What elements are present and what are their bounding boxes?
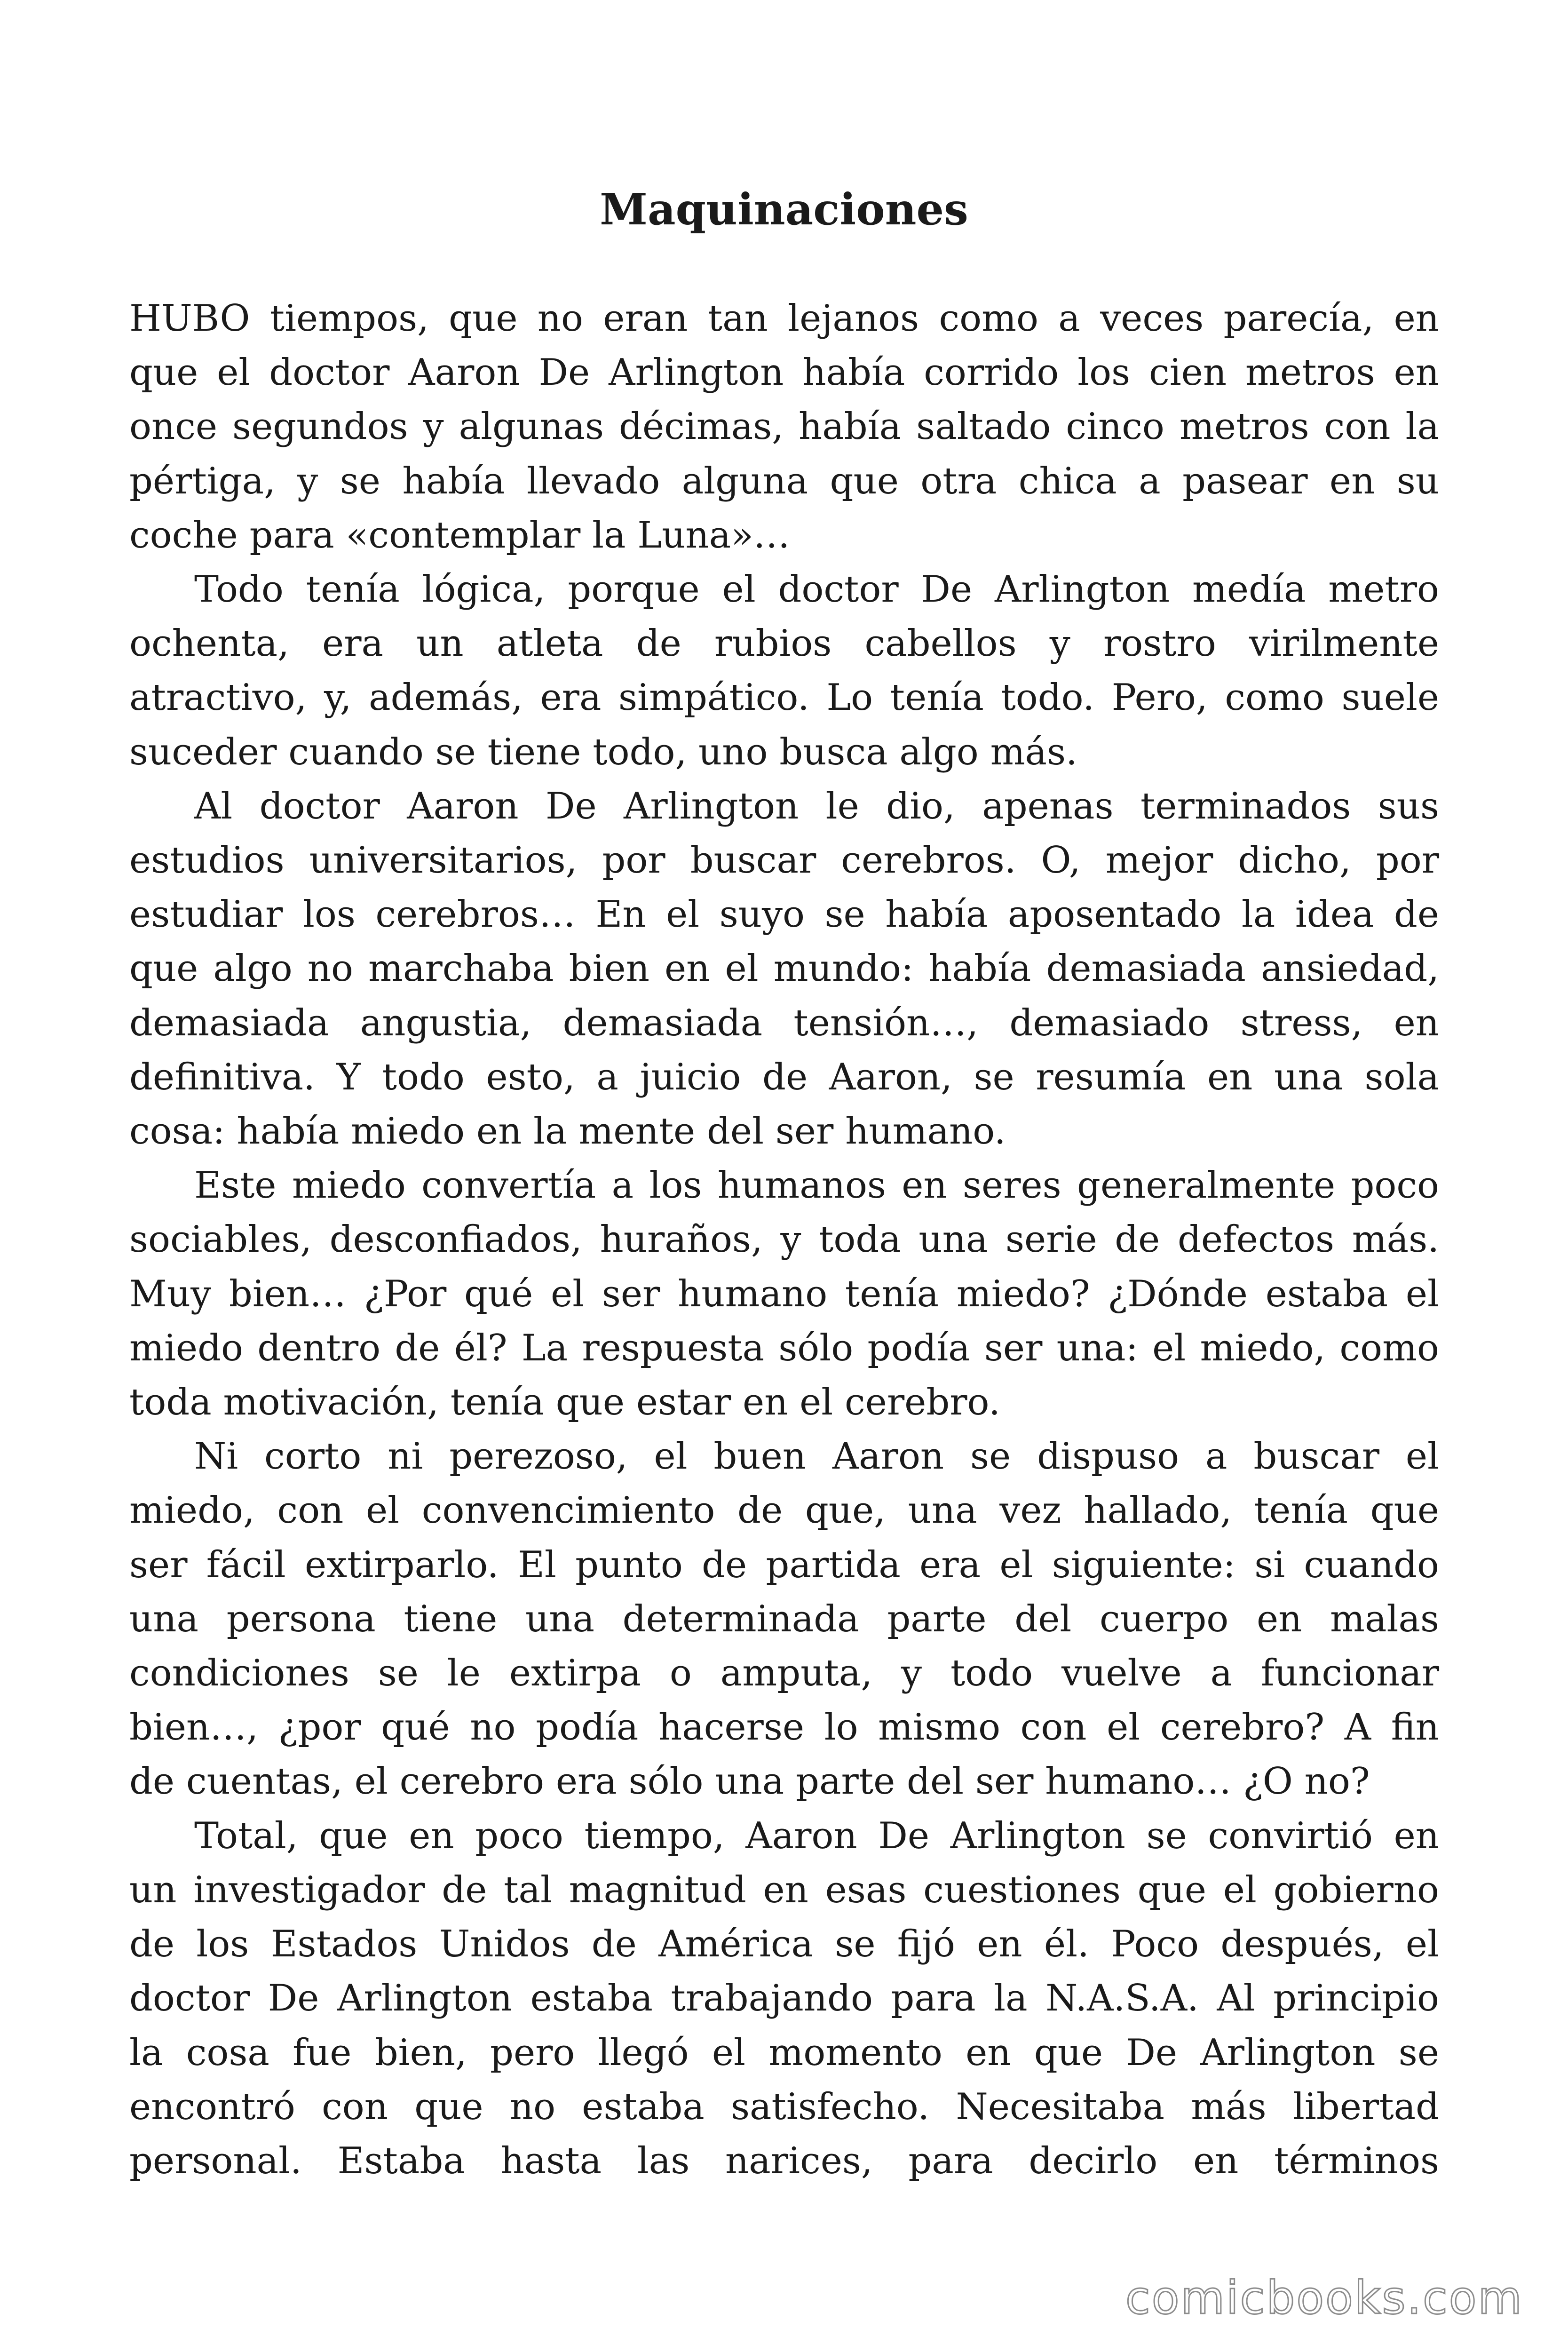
text-line: doctor De Arlington estaba trabajando para la N.A.S.A. Al principio <box>129 1977 1439 2020</box>
text-line: que algo no marchaba bien en el mundo: había demasiada ansiedad, <box>129 947 1439 990</box>
text-line: miedo dentro de él? La respuesta sólo podía ser una: el miedo, como <box>129 1327 1439 1369</box>
text-line: once segundos y algunas décimas, había saltado cinco metros con la <box>129 405 1439 448</box>
paragraph <box>129 1809 1439 2188</box>
text-line: una persona tiene una determinada parte del cuerpo en malas <box>129 1597 1439 1640</box>
paragraph <box>129 292 1439 563</box>
text-line: cosa: había miedo en la mente del ser humano. <box>129 1110 1006 1153</box>
text-line: de los Estados Unidos de América se fijó en él. Poco después, el <box>129 1923 1439 1966</box>
text-line: Al doctor Aaron De Arlington le dio, apenas terminados sus <box>194 785 1439 827</box>
text-line: coche para «contemplar la Luna»… <box>129 514 790 556</box>
paragraph <box>129 1430 1439 1809</box>
text-line: estudiar los cerebros… En el suyo se había aposentado la idea de <box>129 893 1439 936</box>
text-line: HUBO tiempos, que no eran tan lejanos como a veces parecía, en <box>129 297 1439 340</box>
text-line: bien…, ¿por qué no podía hacerse lo mismo con el cerebro? A fin <box>129 1706 1439 1749</box>
watermark-logo: comicbooks.com <box>1125 2272 1523 2324</box>
text-line: un investigador de tal magnitud en esas cuestiones que el gobierno <box>129 1868 1439 1911</box>
text-line: personal. Estaba hasta las narices, para decirlo en términos <box>129 2139 1439 2182</box>
text-line: Ni corto ni perezoso, el buen Aaron se dispuso a buscar el <box>194 1435 1439 1478</box>
text-line: de cuentas, el cerebro era sólo una parte del ser humano… ¿O no? <box>129 1760 1370 1803</box>
text-line: miedo, con el convencimiento de que, una vez hallado, tenía que <box>129 1489 1439 1532</box>
text-line: estudios universitarios, por buscar cerebros. O, mejor dicho, por <box>129 839 1439 882</box>
text-line: definitiva. Y todo esto, a juicio de Aaron, se resumía en una sola <box>129 1056 1439 1098</box>
text-line: Muy bien… ¿Por qué el ser humano tenía miedo? ¿Dónde estaba el <box>129 1272 1439 1315</box>
text-line: demasiada angustia, demasiada tensión…, demasiado stress, en <box>129 1001 1439 1044</box>
chapter-body <box>129 292 1439 2188</box>
text-line: Este miedo convertía a los humanos en seres generalmente poco <box>194 1164 1439 1207</box>
text-line: sociables, desconfiados, huraños, y toda una serie de defectos más. <box>129 1218 1439 1261</box>
text-line: condiciones se le extirpa o amputa, y todo vuelve a funcionar <box>129 1652 1439 1695</box>
paragraph <box>129 779 1439 1159</box>
text-line: toda motivación, tenía que estar en el cerebro. <box>129 1381 1000 1424</box>
paragraph <box>129 563 1439 779</box>
text-line: que el doctor Aaron De Arlington había corrido los cien metros en <box>129 351 1439 394</box>
paragraph <box>129 1159 1439 1430</box>
text-line: pértiga, y se había llevado alguna que otra chica a pasear en su <box>129 460 1439 502</box>
text-line: atractivo, y, además, era simpático. Lo tenía todo. Pero, como suele <box>129 676 1439 719</box>
chapter-title: Maquinaciones <box>600 184 968 235</box>
text-line: la cosa fue bien, pero llegó el momento en que De Arlington se <box>129 2031 1439 2074</box>
text-line: ochenta, era un atleta de rubios cabellos y rostro virilmente <box>129 622 1439 665</box>
text-line: encontró con que no estaba satisfecho. Necesitaba más libertad <box>129 2085 1439 2128</box>
text-line: suceder cuando se tiene todo, uno busca algo más. <box>129 731 1077 773</box>
text-line: ser fácil extirparlo. El punto de partida era el siguiente: si cuando <box>129 1543 1439 1586</box>
text-line: Todo tenía lógica, porque el doctor De Arlington medía metro <box>194 568 1439 611</box>
text-line: Total, que en poco tiempo, Aaron De Arlington se convirtió en <box>194 1814 1439 1857</box>
